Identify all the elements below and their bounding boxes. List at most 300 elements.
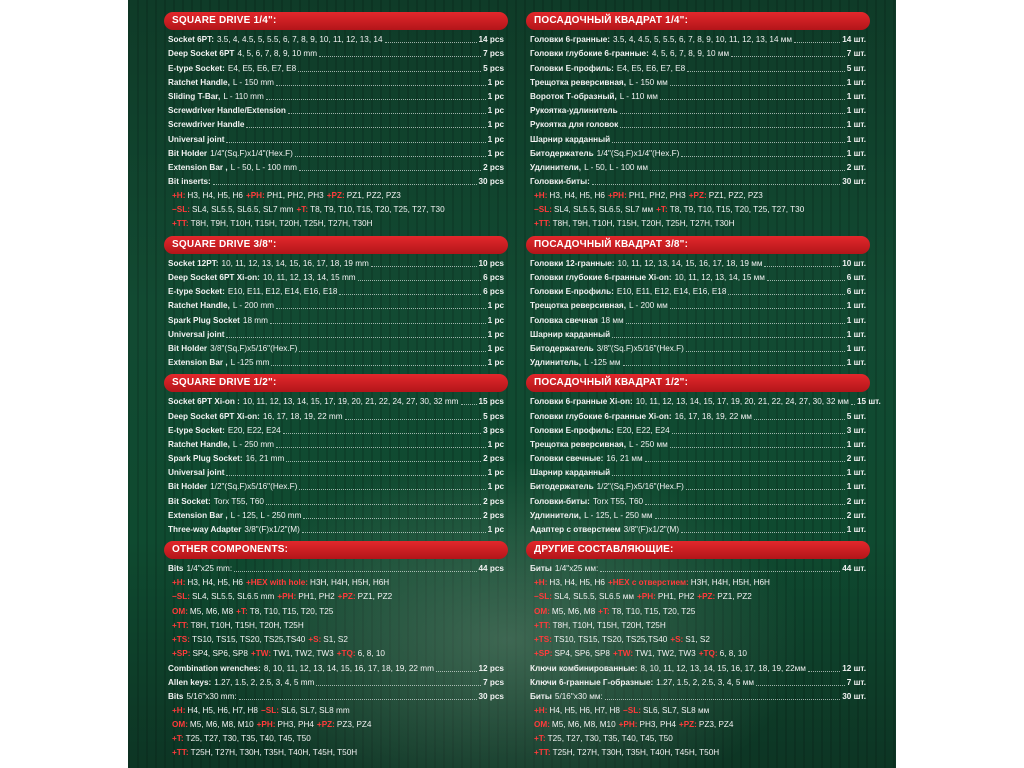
bit-type-label: −SL:: [534, 592, 552, 602]
bit-sizes: PH3, PH4: [277, 720, 314, 730]
bit-type-label: +PZ:: [316, 720, 335, 730]
bit-sizes: H3H, H4H, H5H, H6H: [310, 578, 390, 588]
dotted-leader: [270, 323, 486, 324]
item-name: Universal joint: [168, 329, 225, 339]
item-quantity: 1 pc: [487, 525, 504, 534]
item-quantity: 44 pcs: [478, 564, 504, 574]
item-spec: 10, 11, 12, 13, 14, 15, 16, 17, 18, 19 mm: [221, 258, 369, 268]
bit-sizes: PZ1, PZ2: [357, 592, 393, 602]
item-spec: E4, E5, E6, E7, E8: [616, 63, 686, 73]
bit-sizes: SL4, SL5.5, SL6.5 mm: [191, 592, 275, 602]
item-spec: L - 250 мм: [628, 439, 668, 449]
spec-row: [530, 76, 866, 90]
item-spec: 16, 21 mm: [245, 454, 285, 464]
bit-type-row: [168, 619, 504, 633]
item-name: Головка свечная: [530, 315, 598, 325]
dotted-leader: [371, 266, 477, 267]
russian-spec-column: [530, 12, 881, 765]
bit-sizes: T25H, T27H, T30H, T35H, T40H, T45H, T50H: [190, 748, 358, 758]
item-quantity: 1 pc: [487, 77, 504, 87]
bit-type-label: +PH:: [245, 191, 265, 201]
item-spec: 1.27, 1.5, 2, 2.5, 3, 4, 5 mm: [214, 677, 315, 687]
dotted-leader: [650, 170, 845, 171]
spec-row: [530, 33, 866, 47]
item-name: Трещотка реверсивная,: [530, 77, 626, 87]
dotted-leader: [299, 351, 485, 352]
bit-type-row: [530, 189, 866, 203]
spec-section: [530, 236, 866, 375]
dotted-leader: [226, 337, 485, 338]
bit-sizes: TS10, TS15, TS20, TS25,TS40: [191, 634, 306, 644]
item-quantity: 1 pc: [487, 134, 504, 144]
bit-type-label: +TT:: [172, 219, 189, 229]
section-header: ДРУГИЕ СОСТАВЛЯЮЩИЕ:: [526, 541, 870, 559]
bit-sizes: SL4, SL5.5, SL6.5, SL7 mm: [191, 205, 294, 215]
item-name: Bit inserts:: [168, 177, 211, 187]
bit-type-label: +TQ:: [698, 649, 718, 659]
spec-row: [530, 509, 866, 523]
bit-type-label: −SL:: [622, 705, 641, 715]
item-spec: Torx T55, T60: [213, 496, 264, 506]
bit-sizes: PH1, PH2: [657, 592, 695, 602]
spec-row: [168, 494, 504, 508]
bit-type-label: +PH:: [607, 191, 627, 201]
item-name: Sliding T-Bar,: [168, 91, 221, 101]
dotted-leader: [271, 365, 485, 366]
item-spec: 5/16"x30 мм:: [554, 691, 603, 701]
item-quantity: 1 pc: [487, 358, 504, 368]
dotted-leader: [239, 699, 477, 700]
item-spec: 5/16"x30 mm:: [186, 691, 237, 701]
item-spec: 10, 11, 12, 13, 14, 15, 16, 17, 18, 19 мм: [617, 258, 763, 268]
item-quantity: 2 pcs: [483, 162, 504, 172]
dotted-leader: [295, 156, 486, 157]
spec-section: [168, 236, 504, 375]
dotted-leader: [626, 323, 845, 324]
bit-type-label: −SL:: [260, 705, 279, 715]
item-spec: L - 200 мм: [628, 301, 668, 311]
item-spec: 3.5, 4, 4.5, 5, 5.5, 6, 7, 8, 9, 10, 11, 12, 13, 14: [216, 35, 383, 45]
dotted-leader: [728, 294, 844, 295]
bit-type-row: [168, 203, 504, 217]
item-name: Deep Socket 6PT Xi-on:: [168, 273, 260, 282]
spec-row: [168, 409, 504, 423]
spec-row: [530, 409, 866, 423]
item-spec: L -125 мм: [584, 358, 621, 368]
item-quantity: 7 pcs: [483, 49, 504, 59]
item-spec: 16, 17, 18, 19, 22 mm: [262, 411, 343, 421]
spec-row: [168, 147, 504, 161]
spec-row: [530, 494, 866, 508]
bit-type-row: [530, 633, 866, 647]
dotted-leader: [299, 170, 481, 171]
spec-row: [168, 132, 504, 146]
item-quantity: 15 шт.: [856, 397, 881, 407]
item-name: Bit Holder: [168, 482, 208, 492]
item-quantity: 30 pcs: [478, 691, 504, 701]
item-spec: 16, 17, 18, 19, 22 мм: [674, 411, 752, 421]
spec-row: [168, 356, 504, 370]
item-quantity: 1 pc: [487, 301, 504, 311]
item-name: Биты: [530, 691, 552, 701]
bit-sizes: M5, M6, M8: [189, 606, 234, 616]
section-body: [530, 30, 866, 236]
item-spec: L - 50, L - 100 мм: [584, 162, 648, 172]
item-quantity: 10 pcs: [478, 258, 504, 268]
spec-row: [168, 395, 504, 409]
bit-sizes: T25, T27, T30, T35, T40, T45, T50: [185, 734, 311, 744]
bit-sizes: H3, H4, H5, H6: [549, 578, 605, 588]
item-spec: L - 110 mm: [223, 91, 264, 101]
spec-row: [530, 356, 866, 370]
dotted-leader: [623, 365, 845, 366]
item-quantity: 6 шт.: [846, 287, 866, 297]
item-spec: E20, E22, E24: [227, 425, 281, 435]
item-quantity: 1 шт.: [846, 106, 866, 116]
section-body: [530, 392, 881, 541]
item-quantity: 30 pcs: [478, 177, 504, 187]
item-name: Allen keys:: [168, 677, 212, 687]
item-name: Рукоятка для головок: [530, 120, 619, 130]
item-name: Рукоятка-удлинитель: [530, 106, 618, 116]
item-name: Вороток Т-образный,: [530, 91, 617, 101]
spec-row: [168, 61, 504, 75]
item-name: Spark Plug Socket:: [168, 454, 243, 464]
item-spec: 1/2"(Sq.F)x5/16"(Hex.F): [210, 482, 298, 492]
bit-type-label: +H:: [534, 705, 548, 715]
spec-row: [168, 562, 504, 576]
item-spec: E20, E22, E24: [616, 425, 670, 435]
bit-type-row: [530, 217, 866, 231]
dotted-leader: [686, 489, 845, 490]
dotted-leader: [672, 433, 845, 434]
bit-type-row: [168, 718, 504, 732]
spec-row: [530, 480, 866, 494]
dotted-leader: [319, 56, 481, 57]
item-spec: L - 150 мм: [628, 77, 668, 87]
item-quantity: 1 pc: [487, 120, 504, 130]
item-quantity: 1 шт.: [846, 315, 866, 325]
bit-type-row: [168, 189, 504, 203]
bit-sizes: SL4, SL5.5, SL6.5, SL7 мм: [553, 205, 654, 215]
item-spec: 3/8"(F)x1/2"(M): [623, 525, 680, 534]
dotted-leader: [358, 280, 481, 281]
dotted-leader: [756, 685, 845, 686]
section-header: ПОСАДОЧНЫЙ КВАДРАТ 1/2":: [526, 374, 870, 392]
item-spec: 1/4"(Sq.F)x1/4"(Hex.F): [210, 148, 293, 158]
bit-sizes: SL6, SL7, SL8 mm: [280, 705, 350, 715]
spec-row: [530, 328, 866, 342]
spec-row: [168, 328, 504, 342]
bit-sizes: SL4, SL5.5, SL6.5 мм: [553, 592, 634, 602]
item-name: Битодержатель: [530, 482, 594, 492]
item-spec: L -125 mm: [230, 358, 270, 368]
spec-row: [168, 76, 504, 90]
spec-row: [530, 175, 866, 189]
item-spec: 3/8"(F)x1/2"(M): [244, 525, 300, 534]
item-quantity: 1 pc: [487, 106, 504, 116]
item-name: Трещотка реверсивная,: [530, 439, 626, 449]
bit-type-label: −SL:: [534, 205, 552, 215]
item-spec: 1/4"(Sq.F)x1/4"(Hex.F): [596, 148, 680, 158]
item-spec: L - 250 mm: [232, 439, 274, 449]
spec-row: [168, 509, 504, 523]
bit-sizes: H3, H4, H5, H6: [187, 578, 243, 588]
bit-type-label: +TS:: [172, 634, 190, 644]
dotted-leader: [794, 42, 840, 43]
section-header: SQUARE DRIVE 3/8":: [164, 236, 508, 254]
item-name: E-type Socket:: [168, 425, 225, 435]
item-spec: E10, E11, E12, E14, E16, E18: [227, 287, 338, 297]
item-quantity: 1 шт.: [846, 482, 866, 492]
spec-row: [168, 676, 504, 690]
bit-sizes: M5, M6, M8, M10: [189, 720, 254, 730]
dotted-leader: [303, 518, 481, 519]
spec-row: [168, 690, 504, 704]
bit-type-label: +H:: [172, 191, 186, 201]
spec-section: [530, 12, 866, 236]
item-name: Головки Е-профиль:: [530, 425, 614, 435]
bit-sizes: SP4, SP6, SP8: [192, 649, 248, 659]
item-quantity: 7 pcs: [483, 677, 504, 687]
bit-sizes: M5, M6, M8: [551, 606, 596, 616]
spec-row: [530, 161, 866, 175]
bit-type-row: [168, 217, 504, 231]
spec-row: [168, 175, 504, 189]
item-name: Трещотка реверсивная,: [530, 301, 626, 311]
bit-sizes: PZ1, PZ2, PZ3: [346, 191, 401, 201]
item-quantity: 1 pc: [487, 468, 504, 478]
dotted-leader: [345, 419, 482, 420]
spec-row: [530, 313, 866, 327]
item-name: Адаптер с отверстием: [530, 525, 621, 534]
item-quantity: 2 pcs: [483, 454, 504, 464]
item-name: Socket 6PT Xi-on :: [168, 397, 240, 407]
spec-row: [530, 104, 866, 118]
section-header: SQUARE DRIVE 1/2":: [164, 374, 508, 392]
dotted-leader: [276, 447, 486, 448]
item-quantity: 1 шт.: [846, 301, 866, 311]
spec-row: [530, 523, 866, 537]
bit-sizes: 6, 8, 10: [357, 649, 385, 659]
dotted-leader: [620, 127, 845, 128]
item-spec: 4, 5, 6, 7, 8, 9, 10 мм: [651, 49, 730, 59]
item-quantity: 1 шт.: [846, 343, 866, 353]
bit-type-row: [530, 576, 866, 590]
item-spec: 16, 21 мм: [606, 454, 643, 464]
item-name: Bit Holder: [168, 343, 208, 353]
item-spec: 3/8"(Sq.F)x5/16"(Hex.F): [210, 343, 298, 353]
spec-row: [168, 47, 504, 61]
dotted-leader: [286, 461, 481, 462]
bit-type-label: +PZ:: [697, 592, 716, 602]
bit-type-row: [168, 746, 504, 760]
bit-type-label: +T:: [534, 734, 546, 744]
item-spec: 4, 5, 6, 7, 8, 9, 10 mm: [237, 49, 318, 59]
bit-type-row: [168, 590, 504, 604]
dotted-leader: [234, 571, 476, 572]
bit-sizes: TW1, TW2, TW3: [635, 649, 696, 659]
bit-sizes: 6, 8, 10: [719, 649, 747, 659]
spec-row: [530, 661, 866, 675]
spec-row: [530, 342, 866, 356]
bit-type-row: [530, 203, 866, 217]
dotted-leader: [612, 475, 845, 476]
dotted-leader: [645, 504, 845, 505]
dotted-leader: [670, 447, 845, 448]
spec-row: [530, 118, 866, 132]
item-name: Screwdriver Handle/Extension: [168, 106, 286, 116]
bit-type-row: [168, 704, 504, 718]
bit-type-label: +TT:: [172, 748, 189, 758]
dotted-leader: [226, 475, 485, 476]
bit-sizes: H3, H4, H5, H6: [549, 191, 605, 201]
item-spec: 18 mm: [242, 315, 268, 325]
dotted-leader: [655, 518, 845, 519]
spec-row: [530, 90, 866, 104]
item-quantity: 1 pc: [487, 329, 504, 339]
item-name: Spark Plug Socket: [168, 315, 240, 325]
dotted-leader: [592, 184, 840, 185]
item-name: Deep Socket 6PT: [168, 49, 235, 59]
dotted-leader: [681, 156, 844, 157]
item-spec: L - 125, L - 250 mm: [230, 510, 302, 520]
spec-row: [168, 285, 504, 299]
spec-row: [168, 118, 504, 132]
item-name: Socket 6PT:: [168, 35, 214, 45]
item-spec: 10, 11, 12, 13, 14, 15 мм: [674, 273, 765, 282]
item-name: Шарнир карданный: [530, 329, 611, 339]
bit-type-label: +TS:: [534, 634, 552, 644]
item-spec: 10, 11, 12, 13, 14, 15 mm: [262, 273, 356, 282]
item-quantity: 5 шт.: [846, 411, 866, 421]
spec-row: [530, 424, 866, 438]
spec-row: [530, 61, 866, 75]
item-quantity: 30 шт.: [842, 177, 866, 187]
dotted-leader: [266, 99, 486, 100]
item-name: Головки глубокие 6-гранные Xi-on:: [530, 273, 672, 282]
item-name: Головки 12-гранные:: [530, 258, 615, 268]
item-name: Extension Bar ,: [168, 162, 228, 172]
item-quantity: 2 шт.: [846, 496, 866, 506]
section-header: ПОСАДОЧНЫЙ КВАДРАТ 3/8":: [526, 236, 870, 254]
item-quantity: 1 pc: [487, 343, 504, 353]
item-spec: L - 125, L - 250 мм: [584, 510, 653, 520]
item-name: Головки глубокие 6-гранные Xi-on:: [530, 411, 672, 421]
spec-row: [530, 271, 866, 285]
item-name: Головки 6-гранные Xi-on:: [530, 397, 633, 407]
bit-type-label: +T:: [296, 205, 309, 215]
item-quantity: 14 pcs: [478, 35, 504, 45]
bit-sizes: T8, T9, T10, T15, T20, T25, T27, T30: [669, 205, 805, 215]
dotted-leader: [754, 419, 845, 420]
dotted-leader: [605, 699, 840, 700]
spec-section: [168, 374, 504, 541]
bit-sizes: PZ1, PZ2: [717, 592, 752, 602]
item-name: Ratchet Handle,: [168, 301, 230, 311]
bit-sizes: T25H, T27H, T30H, T35H, T40H, T45H, T50H: [552, 748, 720, 758]
bit-type-label: +PZ:: [326, 191, 345, 201]
dotted-leader: [612, 337, 845, 338]
dotted-leader: [681, 532, 845, 533]
item-spec: 8, 10, 11, 12, 13, 14, 15, 16, 17, 18, 19, 22мм: [640, 663, 806, 673]
bit-type-label: +TT:: [534, 748, 551, 758]
dotted-leader: [436, 671, 477, 672]
dotted-leader: [276, 308, 486, 309]
item-name: Удлинитель,: [530, 358, 582, 368]
item-name: Биты: [530, 564, 552, 574]
item-quantity: 2 pcs: [483, 510, 504, 520]
dotted-leader: [620, 113, 845, 114]
section-header: ПОСАДОЧНЫЙ КВАДРАТ 1/4":: [526, 12, 870, 30]
item-quantity: 15 pcs: [478, 397, 504, 407]
item-name: Головки-биты:: [530, 496, 590, 506]
bit-type-label: +PH:: [618, 720, 638, 730]
item-spec: 1/4"x25 мм:: [554, 564, 599, 574]
spec-row: [168, 452, 504, 466]
item-spec: 1/4"x25 mm:: [186, 564, 233, 574]
bit-sizes: T25, T27, T30, T35, T40, T45, T50: [547, 734, 673, 744]
bit-type-label: +TQ:: [336, 649, 356, 659]
bit-sizes: PH1, PH2, PH3: [266, 191, 324, 201]
item-quantity: 1 шт.: [846, 358, 866, 368]
spec-row: [530, 438, 866, 452]
section-body: [168, 559, 504, 765]
item-quantity: 1 шт.: [846, 77, 866, 87]
dotted-leader: [299, 489, 485, 490]
item-spec: 8, 10, 11, 12, 13, 14, 15, 16, 17, 18, 19, 22 mm: [263, 663, 434, 673]
item-name: Шарнир карданный: [530, 468, 611, 478]
bit-type-row: [168, 605, 504, 619]
bit-type-label: +TT:: [534, 620, 551, 630]
dotted-leader: [851, 404, 855, 405]
bit-type-row: [530, 704, 866, 718]
item-name: Bits: [168, 691, 184, 701]
bit-type-label: +H:: [172, 705, 186, 715]
bit-sizes: PZ3, PZ4: [336, 720, 372, 730]
spec-row: [530, 285, 866, 299]
item-quantity: 44 шт.: [842, 564, 866, 574]
spec-row: [168, 523, 504, 537]
spec-row: [530, 132, 866, 146]
bit-sizes: T8, T9, T10, T15, T20, T25, T27, T30: [310, 205, 445, 215]
spec-row: [168, 299, 504, 313]
dotted-leader: [288, 113, 486, 114]
item-name: Bit Holder: [168, 148, 208, 158]
bit-sizes: T8, T10, T15, T20, T25: [611, 606, 696, 616]
bit-type-row: [168, 576, 504, 590]
spec-row: [168, 342, 504, 356]
spec-row: [168, 466, 504, 480]
dotted-leader: [767, 280, 845, 281]
bit-type-label: OM:: [534, 606, 550, 616]
spec-row: [530, 690, 866, 704]
english-spec-column: [168, 12, 504, 765]
dotted-leader: [385, 42, 477, 43]
item-name: Bit Socket:: [168, 496, 211, 506]
bit-type-label: +S:: [670, 634, 684, 644]
item-name: Удлинители,: [530, 510, 582, 520]
bit-type-label: +TW:: [250, 649, 272, 659]
bit-type-label: +PH:: [256, 720, 276, 730]
bit-type-row: [530, 605, 866, 619]
item-quantity: 12 pcs: [478, 663, 504, 673]
bit-sizes: PZ1, PZ2, PZ3: [708, 191, 763, 201]
spec-row: [530, 395, 881, 409]
item-quantity: 1 pc: [487, 315, 504, 325]
item-quantity: 14 шт.: [842, 35, 866, 45]
section-body: [168, 30, 504, 236]
